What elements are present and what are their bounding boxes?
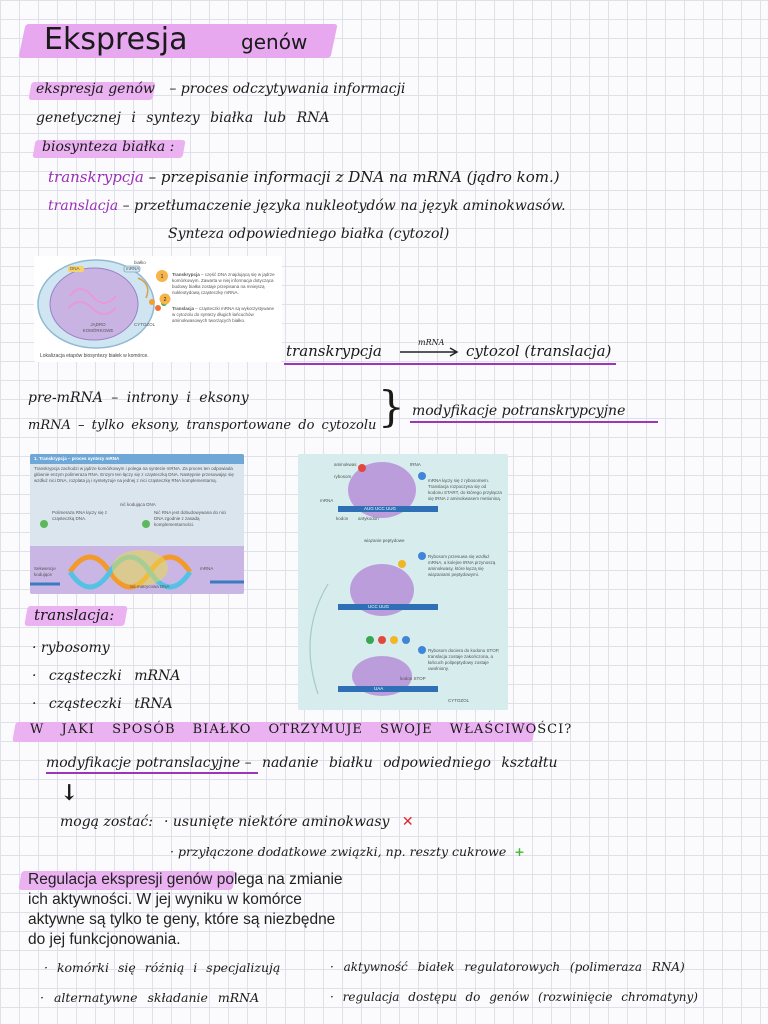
bullet-left-2: · alternatywne składanie mRNA <box>40 990 260 1005</box>
down-arrow: ↓ <box>60 780 79 806</box>
definition-line-2: genetycznej i syntezy białka lub RNA <box>36 110 330 126</box>
fig2-step-b: Nić RNA jest dobudowywana do nici DNA zgodnie z zasadą komplementarności. <box>154 510 227 527</box>
translation-line-2: Synteza odpowiedniego białka (cytozol) <box>168 226 450 242</box>
fig3-label-rybosom: rybosom <box>334 474 352 479</box>
fig1-step-2-text: – cząsteczki mRNA są wykorzystywane w cytozolu do syntezy długich łańcuchów aminokwasowych tworzących białko. <box>172 306 275 323</box>
added-text: · przyłączone dodatkowe związki, np. reszty cukrowe <box>170 844 507 859</box>
title-word-1: Ekspresja <box>44 22 188 57</box>
fig3-label-cytozol: CYTOZOL <box>448 698 470 703</box>
fig3-codons-2: UCC UUG <box>368 604 389 609</box>
regulation-line-3: aktywne są tylko te geny, które są niezbędne <box>28 911 336 928</box>
translation-needs-item-1: · rybosomy <box>32 640 110 656</box>
bullet-right-2: · regulacja dostępu do genów (rozwinięcie chromatyny) <box>330 990 698 1004</box>
fig1-label-bialko: białko <box>134 260 146 265</box>
premrna-result: modyfikacje potranskrypcyjne <box>412 403 626 419</box>
fig3-label-kodon: kodon <box>336 516 349 521</box>
regulation-line-1 <box>28 870 388 890</box>
premrna-result-underline <box>410 421 658 423</box>
question: W JAKI SPOSÓB BIAŁKO OTRZYMUJE SWOJE WŁAŚCIWOŚCI? <box>30 722 573 737</box>
regulation-paragraph <box>28 870 388 950</box>
flow-arrow <box>398 346 462 358</box>
removed-x-mark: ✕ <box>401 814 414 830</box>
page-title <box>44 22 307 57</box>
fig3-label-trna: tRNA <box>410 462 421 467</box>
added-plus-mark: + <box>514 844 525 859</box>
posttranslational-line <box>46 755 558 771</box>
definition-line-1 <box>36 81 405 97</box>
fig3-codons-3: UAA <box>374 686 384 691</box>
definition-text-1: – proces odczytywania informacji <box>169 81 406 97</box>
fig2-label-dna: nić kodująca DNA <box>120 502 156 507</box>
fig3-codons-1: AUG UCC UUG <box>364 506 397 511</box>
fig3-step-2: Rybosom przesuwa się wzdłuż mRNA, a kolejne tRNA przynoszą aminokwasy, które łączą się wiązaniami peptydowymi. <box>428 554 496 577</box>
fig1-label-mrna: mRNA <box>126 266 140 271</box>
posttranslational-underline <box>46 772 258 774</box>
translation-term: translacja <box>48 198 119 214</box>
regulation-line-4: do jej funkcjonowania. <box>28 931 181 948</box>
fig3-label-aminokwas: aminokwas <box>334 462 357 467</box>
fig3-step-1: mRNA łączy się z rybosomem. Translacja rozpoczyna się od kodonu START, do którego przyłącza się tRNA z aminokwasem metioniną. <box>428 478 502 501</box>
translation-text: – przetłumaczenie języka nukleotydów na język aminokwasów. <box>122 198 566 214</box>
fig1-label-dna: DNA <box>70 266 80 271</box>
translation-needs-heading: translacja: <box>34 606 115 624</box>
figure-cell-localization <box>34 256 282 362</box>
fig1-caption: Lokalizacja etapów biosyntezy białek w komórce. <box>40 353 149 359</box>
fig2-label-right: mRNA <box>200 566 214 571</box>
regulation-line-2: ich aktywności. W jej wyniku w komórce <box>28 891 302 908</box>
fig3-label-stop: kodon STOP <box>400 676 426 681</box>
fig3-step-3: Rybosom dociera do kodonu STOP, translacja zostaje zakończona, a łańcuch polipeptydowy zostaje uwolniony. <box>428 648 500 671</box>
fig2-step-a: Polimeraza RNA łączy się z cząsteczką DNA. <box>52 510 108 521</box>
premrna-line-1: pre-mRNA – introny i eksony <box>28 390 249 406</box>
svg-text:1: 1 <box>160 274 164 280</box>
fig1-step-1 <box>172 272 276 296</box>
posttranslational-text: – nadanie białku odpowiedniego kształtu <box>244 755 558 771</box>
removed-text: · usunięte niektóre aminokwasy <box>164 814 390 830</box>
figure-translation <box>298 454 508 710</box>
translation-line <box>48 198 566 214</box>
flow-underline <box>284 363 616 365</box>
fig1-step-2 <box>172 306 276 324</box>
fig1-step-1-text: – część DNA znajdującą się w jądrze komórkowym. Zawarta w niej informacja dotycząca budowy białka zostaje przepisana na mniejszą nukleotydową cząsteczkę mRNA. <box>172 272 275 295</box>
flow-cytozol: cytozol (translacja) <box>466 342 612 360</box>
biosynthesis-heading: biosynteza białka : <box>42 139 175 155</box>
fig2-heading: 1. Transkrypcja – proces syntezy mRNA <box>34 456 120 461</box>
removed-line <box>164 814 414 830</box>
flow-arrow-label: mRNA <box>418 338 445 347</box>
fig1-step-2-title: Translacja <box>172 306 195 311</box>
figure-transcription <box>30 454 244 594</box>
transcription-term: transkrypcja <box>48 168 144 186</box>
fig2-label-bottom: nić matrycowa DNA <box>130 584 170 589</box>
translation-needs-item-2: · cząsteczki mRNA <box>32 668 181 684</box>
definition-term: ekspresja genów <box>36 81 155 97</box>
transcription-text: – przepisanie informacji z DNA na mRNA (jądro kom.) <box>148 168 560 186</box>
svg-text:2: 2 <box>163 297 167 303</box>
fig1-step-1-title: Transkrypcja <box>172 272 200 277</box>
regulation-line-1-rest: polega na zmianie <box>212 871 343 888</box>
flow-transcription: transkrypcja <box>286 342 382 360</box>
premrna-line-2: mRNA – tylko eksony, transportowane do cytozolu <box>28 418 377 433</box>
title-word-2: genów <box>241 30 308 54</box>
fig1-label-cytozol: CYTOZOL <box>134 322 156 327</box>
translation-needs-item-3: · cząsteczki tRNA <box>32 696 173 712</box>
bullet-right-1: · aktywność białek regulatorowych (polimeraza RNA) <box>330 960 685 974</box>
bullet-left-1: · komórki się różnią i specjalizują <box>44 960 281 975</box>
fig3-label-antykodon: antykodon <box>358 516 379 521</box>
fig3-label-peptide: wiązanie peptydowe <box>364 538 405 543</box>
regulation-term: Regulacja ekspresji genów <box>28 871 213 888</box>
fig3-label-mrna: mRNA <box>320 498 334 503</box>
posttranslational-term: modyfikacje potranslacyjne <box>46 755 241 771</box>
fig1-label-nucleus: JĄDRO KOMÓRKOWE <box>82 322 114 333</box>
can-be: mogą zostać: <box>60 814 153 830</box>
transcription-line <box>48 168 560 186</box>
added-line <box>170 844 525 859</box>
fig2-label-left: Sekwencje kodujące <box>34 566 56 577</box>
fig2-intro: Transkrypcja zachodzi w jądrze komórkowym i polega na syntezie mRNA. Za proces ten odpowiada głównie enzym polimeraza RNA. Enzym ten łączy się z cząsteczką DNA. Następnie przesuwając się wzdłuż nici DNA, rozplata ją i syntetyzuje na jednej z nici cząsteczkę RNA komplementarną. <box>34 466 234 483</box>
premrna-brace: } <box>378 382 405 431</box>
